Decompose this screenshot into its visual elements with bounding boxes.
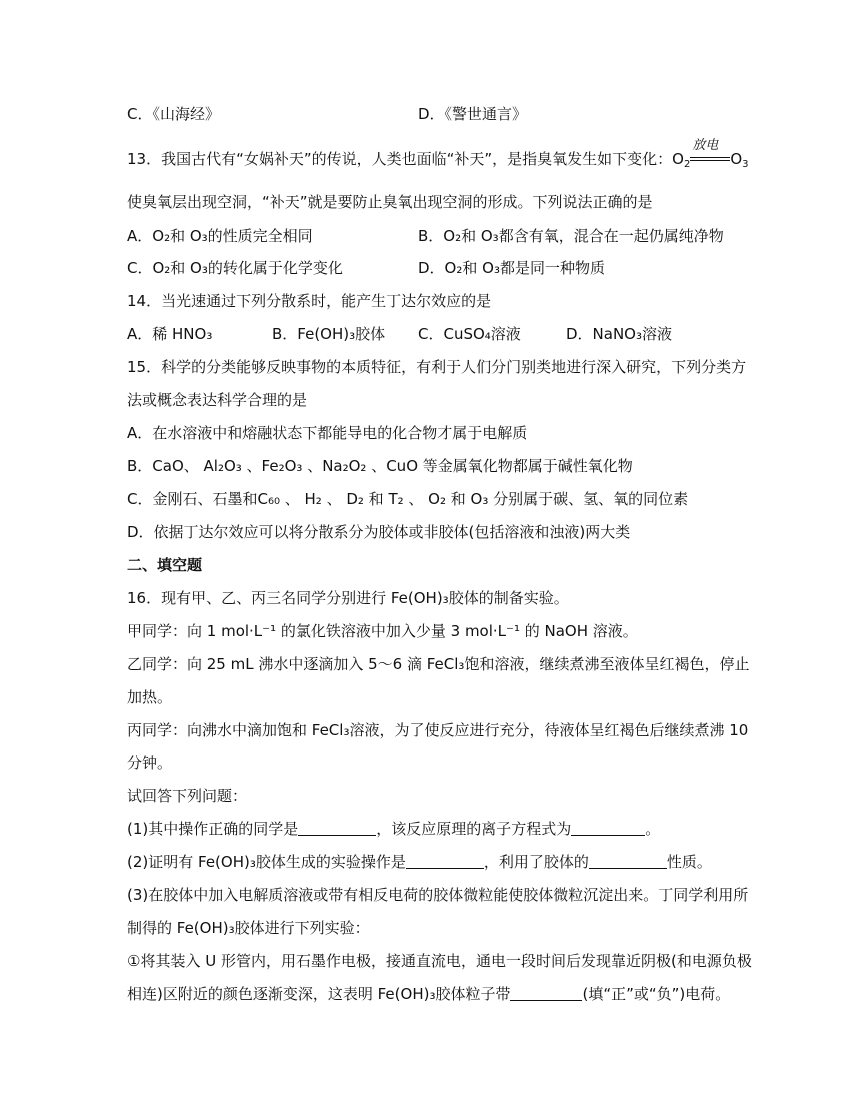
q16-part2-text-a: (2)证明有 Fe(OH)₃胶体生成的实验操作是 (127, 853, 406, 871)
q14-option-d: D．NaNO₃溶液 (566, 325, 673, 343)
answer-blank[interactable] (510, 986, 582, 1001)
q16-part1-text-b: ，该反应原理的离子方程式为 (376, 820, 572, 838)
q16-part3-line2: 制得的 Fe(OH)₃胶体进行下列实验： (127, 919, 370, 937)
q16-part3-1-text-a: 相连)区附近的颜色逐渐变深，这表明 Fe(OH)₃胶体粒子带 (127, 985, 511, 1003)
q13-option-d: D．O₂和 O₃都是同一种物质 (418, 259, 605, 277)
q13-stem-line2: 使臭氧层出现空洞，“补天”就是要防止臭氧出现空洞的形成。下列说法正确的是 (127, 193, 653, 211)
q16-part1-text-a: (1)其中操作正确的同学是 (127, 820, 299, 838)
q16-yi-line1: 乙同学：向 25 mL 沸水中逐滴加入 5～6 滴 FeCl₃饱和溶液，继续煮沸至液体呈红褐色，停止 (127, 655, 750, 673)
q16-part1 (127, 819, 660, 839)
q14-stem: 14．当光速通过下列分散系时，能产生丁达尔效应的是 (127, 292, 492, 310)
q15-stem-line1: 15．科学的分类能够反映事物的本质特征，有利于人们分门别类地进行深入研究，下列分类方 (127, 358, 747, 376)
q16-bing-line2: 分钟。 (127, 754, 173, 772)
section-heading: 二、填空题 (127, 556, 203, 574)
q13-option-a: A．O₂和 O₃的性质完全相同 (127, 227, 313, 245)
discharge-arrow-icon (690, 137, 730, 167)
q14-option-a: A．稀 HNO₃ (127, 325, 213, 343)
q13-o2-subscript: 2 (683, 159, 691, 170)
q15-stem-line2: 法或概念表达科学合理的是 (127, 391, 308, 409)
q13-option-b: B．O₂和 O₃都含有氧，混合在一起仍属纯净物 (418, 227, 724, 245)
q16-part1-text-c: 。 (645, 820, 661, 838)
q16-part3-1-line2 (127, 984, 730, 1004)
q16-yi-line2: 加热。 (127, 688, 173, 706)
answer-blank[interactable] (406, 854, 484, 869)
q16-part3-line1: (3)在胶体中加入电解质溶液或带有相反电荷的胶体微粒能使胶体微粒沉淀出来。丁同学利用所 (127, 886, 749, 904)
q13-stem-line1 (127, 137, 749, 175)
q16-stem: 16．现有甲、乙、丙三名同学分别进行 Fe(OH)₃胶体的制备实验。 (127, 589, 569, 607)
answer-blank[interactable] (589, 854, 667, 869)
q13-o3: O (730, 150, 743, 168)
q16-part2-text-b: ，利用了胶体的 (483, 853, 589, 871)
q16-part3-1-line1: ①将其装入 U 形管内，用石墨作电极，接通直流电，通电一段时间后发现靠近阴极(和电源负极 (127, 952, 752, 970)
q16-prompt: 试回答下列问题： (127, 787, 248, 805)
q16-bing-line1: 丙同学：向沸水中滴加饱和 FeCl₃溶液，为了使反应进行充分，待液体呈红褐色后继续煮沸 10 (127, 721, 749, 739)
q16-part2 (127, 852, 712, 872)
arrow-label: 放电 (692, 137, 719, 152)
q13-option-c: C．O₂和 O₃的转化属于化学变化 (127, 259, 343, 277)
q16-jia: 甲同学：向 1 mol·L⁻¹ 的氯化铁溶液中加入少量 3 mol·L⁻¹ 的 NaOH 溶液。 (127, 622, 638, 640)
q16-part2-text-c: 性质。 (666, 853, 712, 871)
q16-part3-1-text-b: (填“正”或“负”)电荷。 (582, 985, 731, 1003)
q15-option-a: A．在水溶液中和熔融状态下都能导电的化合物才属于电解质 (127, 424, 528, 442)
q15-option-d: D．依据丁达尔效应可以将分散系分为胶体或非胶体(包括溶液和浊液)两大类 (127, 523, 631, 541)
q13-o3-subscript: 3 (742, 159, 749, 170)
answer-blank[interactable] (298, 821, 376, 836)
answer-blank[interactable] (571, 821, 645, 836)
q14-option-c: C．CuSO₄溶液 (418, 325, 521, 343)
q15-option-c: C．金刚石、石墨和C₆₀ 、 H₂ 、 D₂ 和 T₂ 、 O₂ 和 O₃ 分别属于碳、氢、氧的同位素 (127, 490, 689, 508)
q12-option-c: C．《山海经》 (127, 105, 220, 123)
q15-option-b: B．CaO、 Al₂O₃ 、Fe₂O₃ 、Na₂O₂ 、CuO 等金属氧化物都属于碱性氧化物 (127, 457, 633, 475)
q13-stem-text: 13．我国古代有“女娲补天”的传说，人类也面临“补天”，是指臭氧发生如下变化：O (127, 150, 684, 168)
q12-option-d: D．《警世通言》 (418, 105, 528, 123)
q14-option-b: B．Fe(OH)₃胶体 (272, 325, 386, 343)
